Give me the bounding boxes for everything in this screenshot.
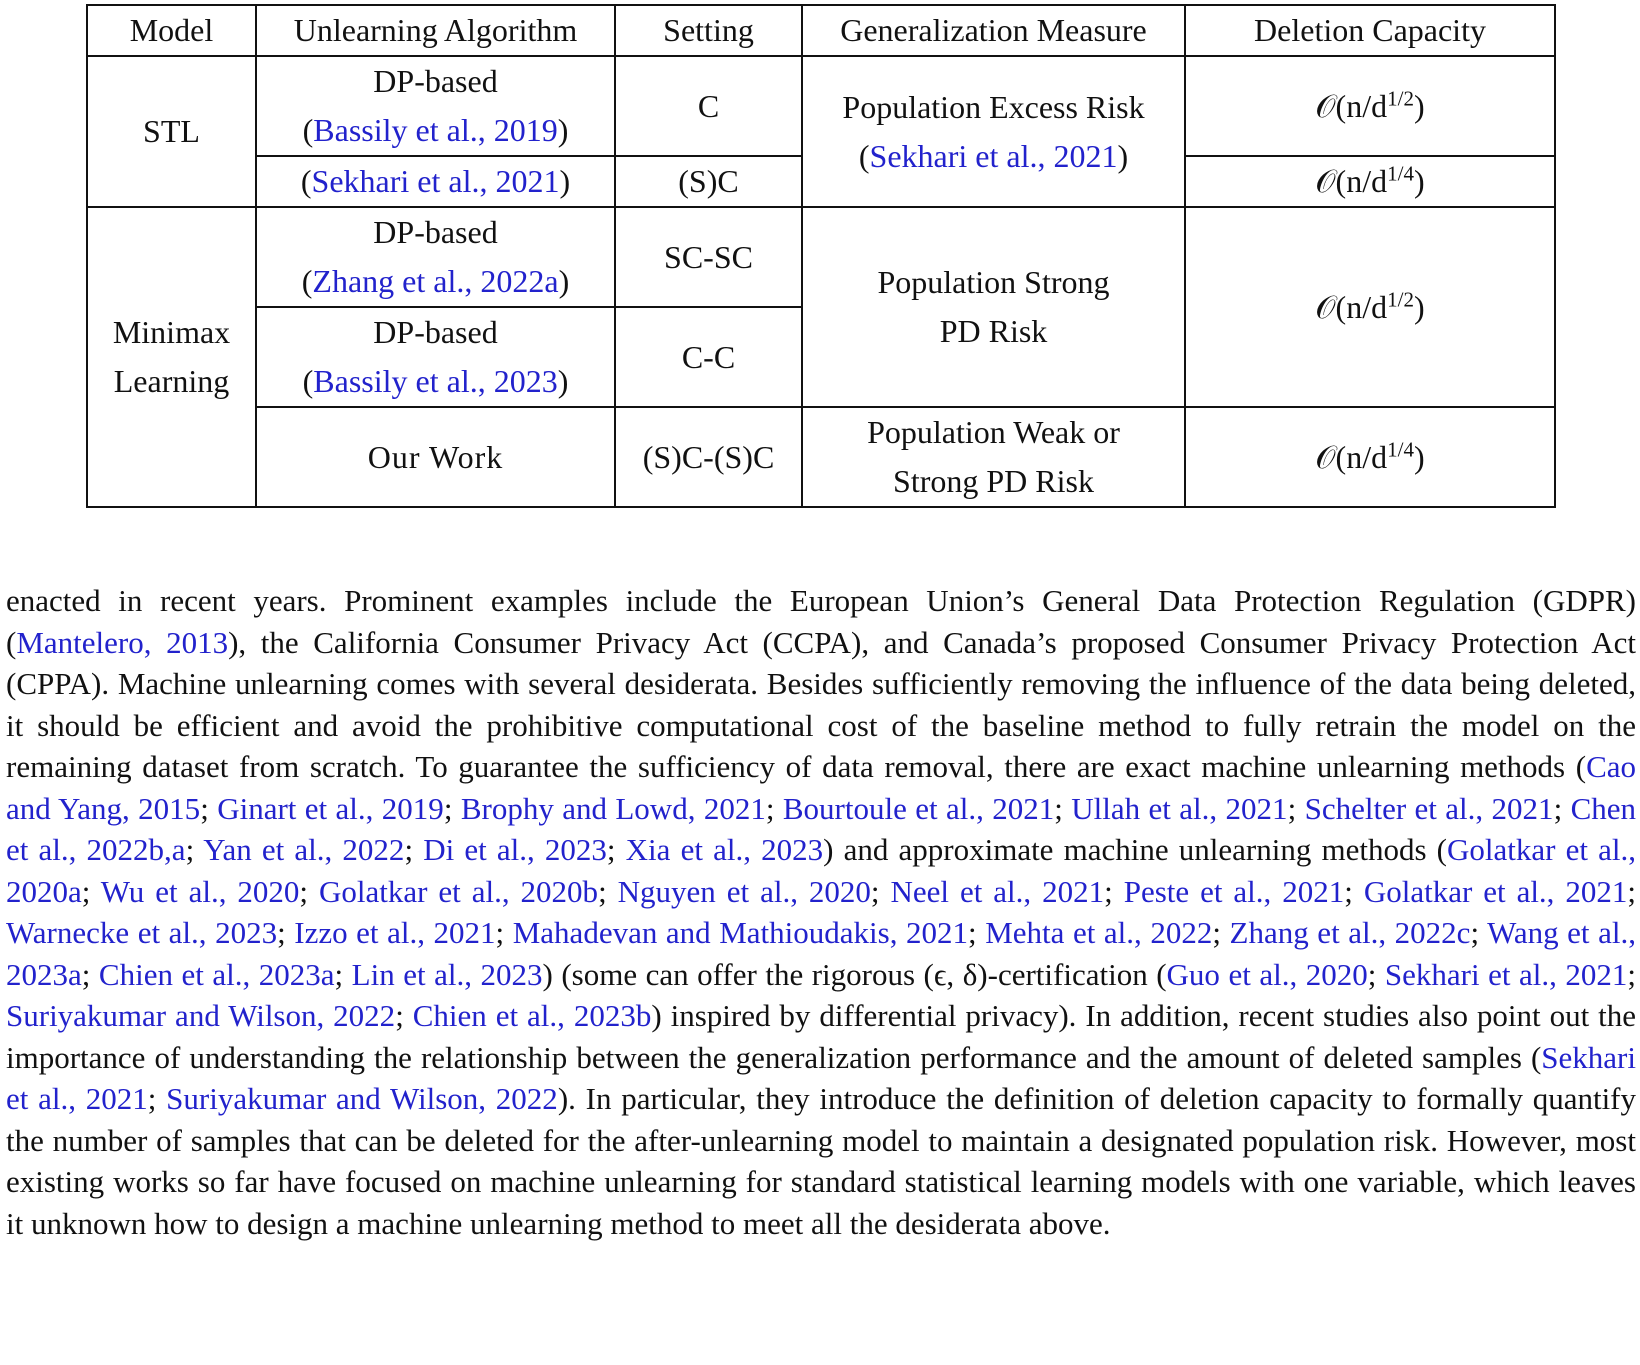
setting-cell: (S)C (615, 156, 802, 207)
citation-link[interactable]: Zhang et al., 2022a (312, 263, 559, 299)
citation-link[interactable]: Cao and Yang, 2015 (6, 749, 1636, 826)
setting-cell: C-C (615, 307, 802, 407)
citation-link[interactable]: Mahadevan and Mathioudakis, 2021 (512, 915, 969, 950)
capacity-cell: $𝒪(n/d^{1/4})$ (1185, 156, 1555, 207)
table-row (87, 56, 1555, 156)
algo-cell: (Sekhari et al., 2021) (256, 156, 615, 207)
capacity-cell: $𝒪(n/d^{1/2})$ (1185, 207, 1555, 407)
citation-link[interactable]: Chien et al., 2023b (412, 998, 652, 1033)
citation-link[interactable]: Schelter et al., 2021 (1304, 790, 1554, 826)
table-header-row (87, 5, 1555, 56)
comparison-table (86, 4, 1556, 508)
citation-link[interactable]: Bourtoule et al., 2021 (782, 790, 1055, 826)
citation-link[interactable]: Sekhari et al., 2021 (1384, 956, 1628, 992)
setting-cell: SC-SC (615, 207, 802, 307)
citation-link[interactable]: Chen et al., 2022b,a (6, 790, 1637, 867)
citation-link[interactable]: Izzo et al., 2021 (294, 915, 496, 950)
citation-link[interactable]: Neel et al., 2021 (890, 873, 1105, 909)
citation-link[interactable]: Golatkar et al., 2021 (1363, 873, 1628, 909)
citation-link[interactable]: Sekhari et al., 2021 (869, 137, 1118, 174)
model-minimax: Minimax Learning (87, 207, 256, 507)
measure-cell: Population Weak or Strong PD Risk (802, 407, 1185, 507)
measure-cell: Population Strong PD Risk (802, 207, 1185, 407)
algo-our-work: Our Work (256, 407, 615, 507)
table-row (87, 207, 1555, 307)
algo-label: DP-based (373, 314, 498, 350)
citation-link[interactable]: Suriyakumar and Wilson, 2022 (6, 998, 396, 1033)
model-stl: STL (87, 56, 256, 207)
citation-link[interactable]: Sekhari et al., 2021 (311, 163, 560, 199)
measure-label: Population Excess Risk (842, 88, 1145, 125)
header-setting: Setting (615, 5, 802, 56)
citation-link[interactable]: Di et al., 2023 (423, 832, 607, 867)
citation-link[interactable]: Warnecke et al., 2023 (6, 915, 278, 950)
citation-link[interactable]: Bassily et al., 2023 (313, 363, 558, 399)
header-algorithm: Unlearning Algorithm (256, 5, 615, 56)
setting-cell: C (615, 56, 802, 156)
measure-cell: Population Excess Risk (Sekhari et al., 2021) (802, 56, 1185, 207)
citation-link[interactable]: Brophy and Lowd, 2021 (460, 790, 766, 826)
table-row (87, 407, 1555, 507)
algo-cell: DP-based (Bassily et al., 2019) (256, 56, 615, 156)
capacity-cell: $𝒪(n/d^{1/4})$ (1185, 407, 1555, 507)
citation-link[interactable]: Mantelero, 2013 (16, 624, 229, 660)
citation-link[interactable]: Wu et al., 2020 (100, 873, 300, 909)
citation-link[interactable]: Sekhari et al., 2021 (6, 1039, 1636, 1116)
citation-link[interactable]: Nguyen et al., 2020 (617, 873, 871, 909)
citation-link[interactable]: Peste et al., 2021 (1123, 873, 1345, 909)
header-model: Model (87, 5, 256, 56)
header-measure: Generalization Measure (802, 5, 1185, 56)
setting-cell: (S)C-(S)C (615, 407, 802, 507)
citation-link[interactable]: Golatkar et al., 2020b (319, 873, 599, 909)
citation-link[interactable]: Ginart et al., 2019 (217, 790, 444, 826)
algo-cell: DP-based (Zhang et al., 2022a) (256, 207, 615, 307)
citation-link[interactable]: Xia et al., 2023 (625, 832, 824, 867)
capacity-cell: $𝒪(n/d^{1/2})$ (1185, 56, 1555, 156)
citation-link[interactable]: Lin et al., 2023 (351, 956, 543, 992)
citation-link[interactable]: Suriyakumar and Wilson, 2022 (166, 1081, 558, 1116)
citation-link[interactable]: Zhang et al., 2022c (1229, 915, 1471, 950)
citation-link[interactable]: Guo et al., 2020 (1166, 956, 1368, 992)
citation-link[interactable]: Ullah et al., 2021 (1071, 790, 1288, 826)
citation-link[interactable]: Yan et al., 2022 (203, 832, 405, 867)
citation-link[interactable]: Golatkar et al., 2020a (6, 832, 1636, 909)
citation-link[interactable]: Bassily et al., 2019 (313, 112, 558, 148)
body-paragraph: enacted in recent years. Prominent examples include the European Union’s General Data Protection Regulation (GDPR) (Mantelero, 2013), the California Consumer Privacy Act (CCPA), and Canada’s proposed Consumer Privacy Protection Act (CPPA). Machine unlearning comes with several desiderata. Besides sufficiently removing the influence of the data being deleted, it should be efficient and avoid the prohibitive computational cost of the baseline method to fully retrain the model on the remaining dataset from scratch. To guarantee the sufficiency of data removal, there are exact machine unlearning methods (Cao and Yang, 2015; Ginart et al., 2019; Brophy and Lowd, 2021; Bourtoule et al., 2021; Ullah et al., 2021; Schelter et al., 2021; Chen et al., 2022b,a; Yan et al., 2022; Di et al., 2023; Xia et al., 2023) and approximate machine unlearning methods (Golatkar et al., 2020a; Wu et al., 2020; Golatkar et al., 2020b; Nguyen et al., 2020; Neel et al., 2021; Peste et al., 2021; Golatkar et al., 2021; Warnecke et al., 2023; Izzo et al., 2021; Mahadevan and Mathioudakis, 2021; Mehta et al., 2022; Zhang et al., 2022c; Wang et al., 2023a; Chien et al., 2023a; Lin et al., 2023) (some can offer the rigorous (ϵ, δ)-certification (Guo et al., 2020; Sekhari et al., 2021; Suriyakumar and Wilson, 2022; Chien et al., 2023b) inspired by differential privacy). In addition, recent studies also point out the importance of understanding the relationship between the generalization performance and the amount of deleted samples (Sekhari et al., 2021; Suriyakumar and Wilson, 2022). In particular, they introduce the definition of deletion capacity to formally quantify the number of samples that can be deleted for the after-unlearning model to maintain a designated population risk. However, most existing works so far have focused on machine unlearning for standard statistical learning models with one variable, which leaves it unknown how to design a machine unlearning method to meet all the desiderata above. (6, 583, 1637, 1241)
algo-label: DP-based (373, 63, 498, 99)
citation-link[interactable]: Mehta et al., 2022 (985, 915, 1213, 950)
citation-link[interactable]: Wang et al., 2023a (6, 915, 1636, 992)
citation-link[interactable]: Chien et al., 2023a (98, 956, 335, 992)
algo-cell: DP-based (Bassily et al., 2023) (256, 307, 615, 407)
header-capacity: Deletion Capacity (1185, 5, 1555, 56)
algo-label: DP-based (373, 214, 498, 250)
